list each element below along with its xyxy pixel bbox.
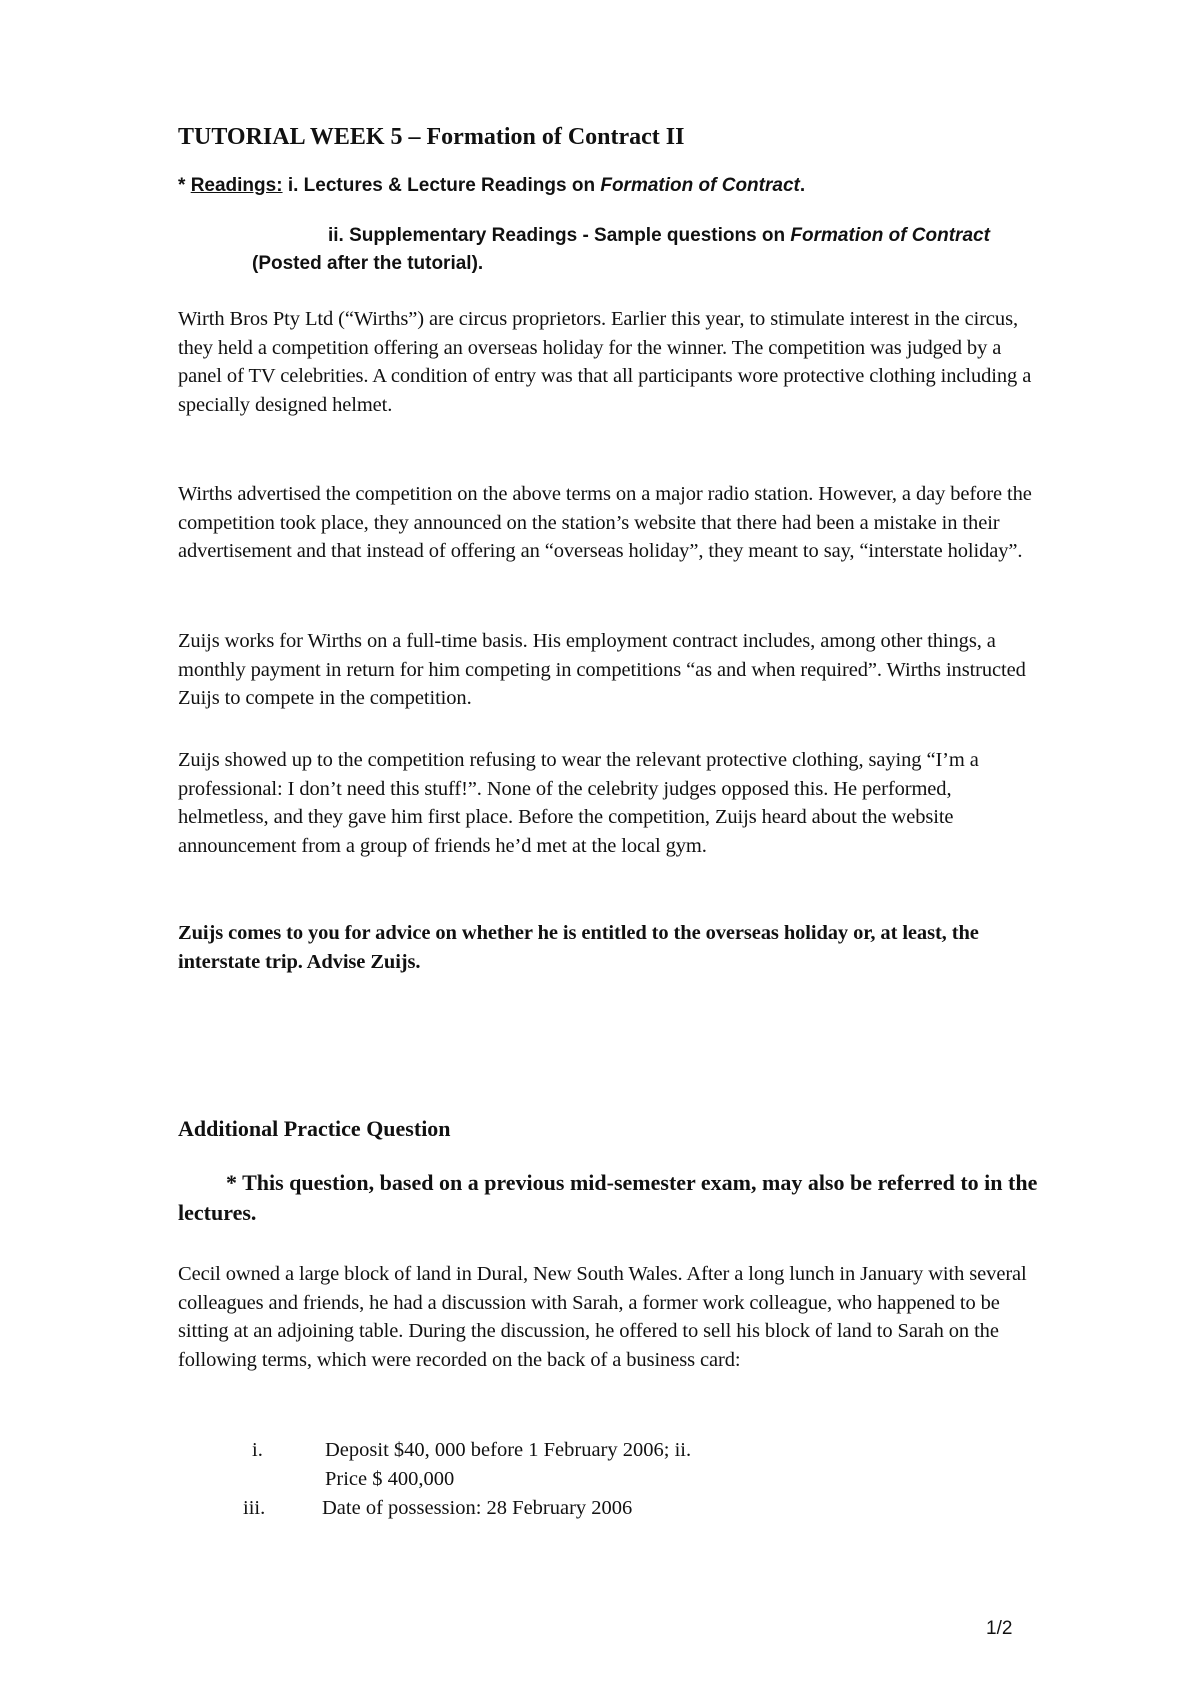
term-number: iii. bbox=[243, 1497, 266, 1519]
paragraph-cecil: Cecil owned a large block of land in Dural, New South Wales. After a long lunch in January with several colleagues and friends, he had a discussion with Sarah, a former work colleague, who happened to be sitting at an adjoining table. During the discussion, he offered to sell his block of land to Sarah on the following terms, which were recorded on the back of a business card: bbox=[178, 1263, 1027, 1372]
page-title: TUTORIAL WEEK 5 – Formation of Contract II bbox=[178, 124, 685, 150]
readings-line-2 bbox=[252, 222, 1032, 278]
paragraph-competition: Wirth Bros Pty Ltd (“Wirths”) are circus proprietors. Earlier this year, to stimulate interest in the circus, they held a competition offering an overseas holiday for the winner. The competition was judged by a panel of TV celebrities. A condition of entry was that all participants wore protective clothing including a specially designed helmet. bbox=[178, 308, 1032, 417]
term-deposit: Deposit $40, 000 before 1 February 2006; ii. bbox=[325, 1439, 692, 1461]
reading-item-1-suffix: . bbox=[799, 175, 806, 196]
additional-question-note: * This question, based on a previous mid-semester exam, may also be referred to in the lectures. bbox=[178, 1170, 1038, 1225]
paragraph-employment: Zuijs works for Wirths on a full-time basis. His employment contract includes, among other things, a monthly payment in return for him competing in competitions “as and when required”. Wirths instructed Zuijs to compete in the competition. bbox=[178, 630, 1026, 710]
paragraph-advertisement: Wirths advertised the competition on the above terms on a major radio station. However, a day before the competition took place, they announced on the station’s website that there had been a mistake in their advertisement and that instead of offering an “overseas holiday”, they meant to say, “interstate holiday”. bbox=[178, 483, 1032, 563]
reading-item-2-suffix: (Posted after the tutorial). bbox=[252, 253, 484, 274]
term-number: i. bbox=[252, 1439, 263, 1461]
paragraph-performance: Zuijs showed up to the competition refusing to wear the relevant protective clothing, saying “I’m a professional: I don’t need this stuff!”. None of the celebrity judges opposed this. He performed, helmetless, and they gave him first place. Before the competition, Zuijs heard about the website announcement from a group of friends he’d met at the local gym. bbox=[178, 749, 979, 858]
reading-item-1-prefix: i. Lectures & Lecture Readings on bbox=[282, 175, 601, 196]
question-advise-zuijs: Zuijs comes to you for advice on whether he is entitled to the overseas holiday or, at least, the interstate trip. Advise Zuijs. bbox=[178, 922, 979, 973]
additional-question-heading: Additional Practice Question bbox=[178, 1116, 451, 1141]
readings-line-1 bbox=[178, 172, 1038, 200]
reading-item-2-prefix: ii. Supplementary Readings - Sample questions on bbox=[328, 225, 791, 246]
term-possession-date: Date of possession: 28 February 2006 bbox=[322, 1497, 633, 1519]
readings-bullet: * bbox=[178, 175, 191, 196]
reading-item-1-emphasis: Formation of Contract bbox=[600, 175, 800, 196]
reading-item-2-emphasis: Formation of Contract bbox=[790, 225, 990, 246]
page-number: 1/2 bbox=[986, 1618, 1013, 1639]
term-price: Price $ 400,000 bbox=[325, 1468, 455, 1490]
readings-label: Readings: bbox=[190, 175, 283, 196]
